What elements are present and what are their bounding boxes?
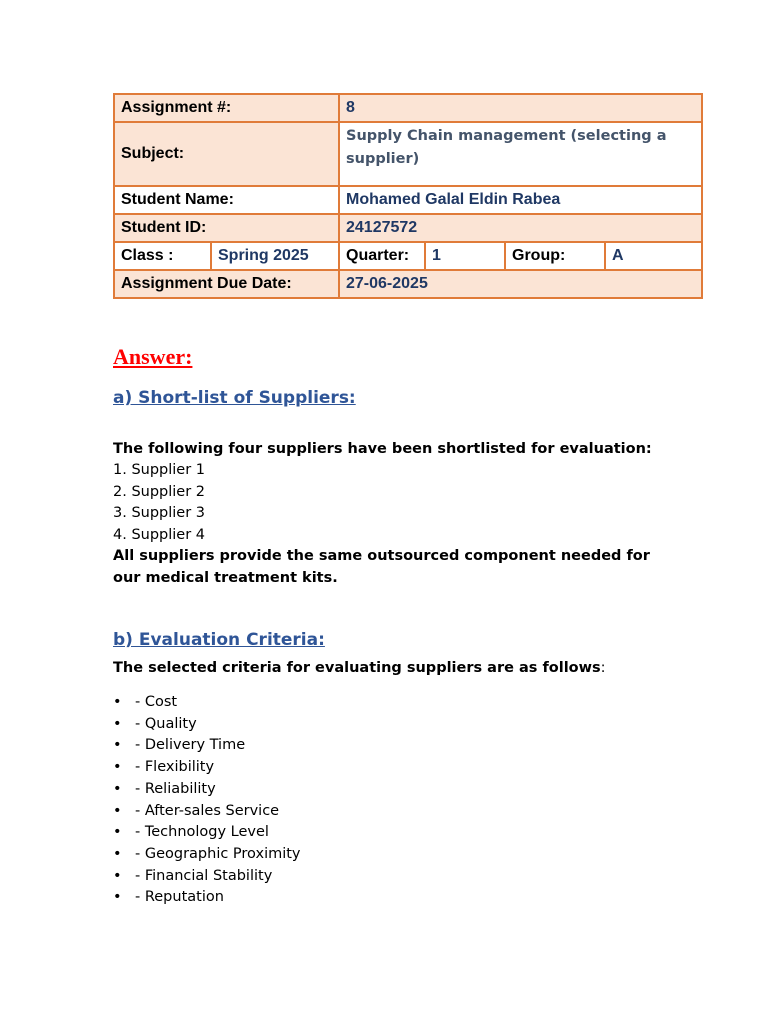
student-name-row [114, 186, 702, 214]
student-id-row [114, 214, 702, 242]
bullet-icon: • [113, 694, 122, 710]
section-a-intro: The following four suppliers have been shortlisted for evaluation: [113, 441, 652, 457]
list-item: 1. Supplier 1 [113, 462, 206, 478]
answer-heading: Answer: [113, 344, 193, 369]
criterion-text: - Cost [135, 694, 178, 710]
list-item [113, 822, 301, 844]
section-b-intro-colon: : [600, 660, 606, 676]
bullet-icon: • [113, 802, 122, 819]
criterion-text: - Financial Stability [135, 867, 273, 884]
assignment-row [114, 94, 702, 122]
class-row [114, 242, 702, 270]
bullet-icon: • [113, 867, 122, 884]
subject-row [114, 122, 702, 186]
student-name-value: Mohamed Galal Eldin Rabea [339, 186, 702, 214]
due-date-label: Assignment Due Date: [114, 270, 339, 298]
bullet-icon: • [113, 889, 122, 906]
section-b-intro-text: The selected criteria for evaluating suppliers are as follows [113, 660, 601, 676]
list-item [113, 735, 301, 757]
list-item [113, 844, 301, 866]
student-id-label: Student ID: [114, 214, 339, 242]
list-item [113, 692, 301, 714]
student-name-label: Student Name: [114, 186, 339, 214]
subject-label: Subject: [114, 122, 339, 186]
list-item [113, 779, 301, 801]
subject-value: Supply Chain management (selecting a supplier) [340, 123, 701, 185]
list-item: 4. Supplier 4 [113, 526, 206, 543]
criterion-text: - Geographic Proximity [135, 845, 301, 862]
criteria-list [113, 692, 301, 909]
assignment-label: Assignment #: [114, 94, 339, 122]
quarter-label: Quarter: [339, 242, 425, 270]
criterion-text: - After-sales Service [135, 802, 280, 819]
bullet-icon: • [113, 780, 122, 797]
bullet-icon: • [113, 759, 122, 776]
subject-cell [339, 122, 702, 186]
criterion-text: - Reputation [135, 889, 224, 906]
section-b-heading: b) Evaluation Criteria: [113, 630, 325, 650]
group-label: Group: [505, 242, 605, 270]
assignment-value: 8 [339, 94, 702, 122]
bullet-icon: • [113, 715, 122, 732]
class-value: Spring 2025 [211, 242, 339, 270]
list-item [113, 866, 301, 888]
list-item [113, 757, 301, 779]
quarter-value: 1 [425, 242, 505, 270]
group-value: A [605, 242, 702, 270]
supplier-list [113, 460, 205, 546]
criterion-text: - Quality [135, 715, 197, 732]
due-date-row [114, 270, 702, 298]
criterion-text: - Reliability [135, 780, 216, 797]
section-a-heading: a) Short-list of Suppliers: [113, 388, 356, 408]
list-item [113, 887, 301, 909]
bullet-icon: • [113, 824, 122, 841]
section-b-intro [113, 658, 673, 680]
list-item [113, 714, 301, 736]
criterion-text: - Flexibility [135, 759, 215, 776]
criterion-text: - Delivery Time [135, 737, 246, 754]
list-item: 2. Supplier 2 [113, 483, 206, 500]
criterion-text: - Technology Level [135, 824, 269, 841]
list-item: 3. Supplier 3 [113, 505, 206, 521]
bullet-icon: • [113, 737, 122, 754]
assignment-info-table [113, 93, 703, 299]
list-item [113, 801, 301, 823]
bullet-icon: • [113, 845, 122, 862]
section-a-note: All suppliers provide the same outsourced component needed for our medical treatment kits. [113, 548, 650, 586]
due-date-value: 27-06-2025 [339, 270, 702, 298]
class-label: Class : [114, 242, 211, 270]
student-id-value: 24127572 [339, 214, 702, 242]
